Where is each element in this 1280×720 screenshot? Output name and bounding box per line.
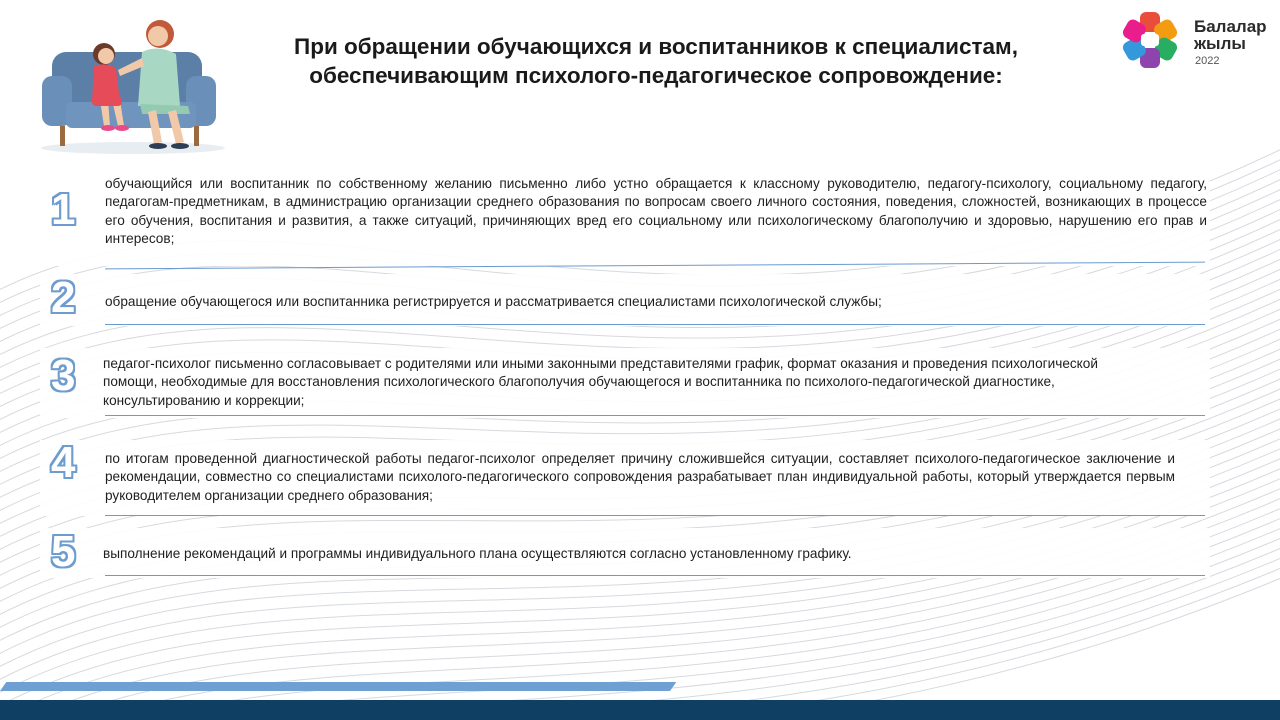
balalar-jyly-logo <box>1118 8 1280 72</box>
item-text-3: педагог-психолог письменно согласовывает с родителями или иными законными представителями график, формат оказания и проведения психологической помощи, необходимые для восстановления психологического благополучия обучающегося и воспитанника по психолого-педагогической диагностике, консультированию и коррекции; <box>103 356 1098 408</box>
logo-text <box>1194 18 1267 52</box>
item-text-1: обучающийся или воспитанник по собственному желанию письменно либо устно обращается к классному руководителю, педагогу-психологу, социальному педагогу, педагогам-предметникам, в администрацию организации среднего образования по вопросам своего личного состояния, поведения, сложностей, возникающих в процессе его обучения, воспитания и развития, а также ситуаций, причиняющих вред его социальному или психологическому благополучию и здоровью, нарушению его прав и интересов; <box>105 176 1207 247</box>
item-text-2: обращение обучающегося или воспитанника регистрируется и рассматривается специалистами психологической службы; <box>105 294 882 309</box>
item-divider-5 <box>105 575 1205 576</box>
item-number-5: 5 <box>51 527 76 576</box>
logo-line-2: жылы <box>1194 34 1246 53</box>
item-number-3: 3 <box>51 351 76 400</box>
item-text-5: выполнение рекомендаций и программы индивидуального плана осуществляются согласно установленному графику. <box>103 546 852 561</box>
footer-accent-bar <box>0 682 676 691</box>
item-number-4: 4 <box>51 438 76 487</box>
footer-bar <box>0 700 1280 720</box>
item-number-1: 1 <box>51 185 76 234</box>
logo-year: 2022 <box>1195 55 1220 67</box>
title-line-2: обеспечивающим психолого-педагогическое сопровождение: <box>309 63 1003 88</box>
item-divider-2 <box>105 324 1205 325</box>
item-text-4: по итогам проведенной диагностической работы педагог-психолог определяет причину сложившейся ситуации, составляет психолого-педагогическое заключение и рекомендации, совместно со специалистами психолого-педагогического сопровождения разрабатывает план индивидуальной работы, который утверждается первым руководителем организации среднего образования; <box>105 451 1175 503</box>
item-number-2: 2 <box>51 273 76 322</box>
item-divider-3 <box>105 415 1205 416</box>
title-line-1: При обращении обучающихся и воспитанников к специалистам, <box>294 34 1018 59</box>
logo-line-1: Балалар <box>1194 17 1267 36</box>
page-title <box>200 32 1112 90</box>
wave-line <box>0 570 1280 720</box>
item-divider-4 <box>105 515 1205 516</box>
flower-logo-icon <box>1118 8 1190 72</box>
